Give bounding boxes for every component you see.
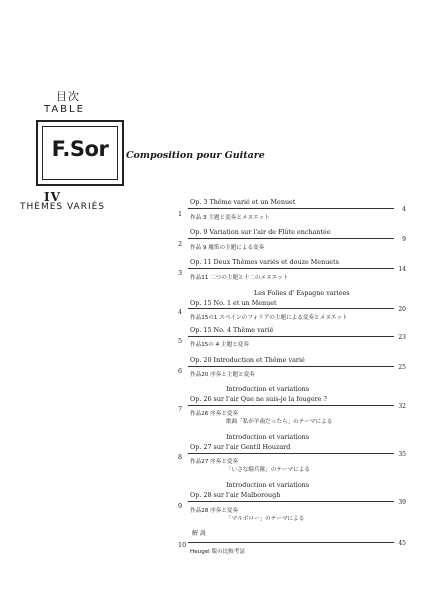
entry-title: Les Folies d' Espagne variées — [254, 289, 350, 297]
entry-title: Op. 27 sur l'air Gentil Houzard — [190, 443, 291, 451]
entry-title: Op. 20 Introduction et Thême varié — [190, 356, 305, 364]
entry-number: 1 — [178, 210, 183, 218]
entry-japanese: 作品20 序奏と主題と変奏 — [190, 372, 255, 378]
toc-entry — [178, 480, 406, 528]
entry-japanese: 作品11 二つの主題と十二のメヌエット — [190, 275, 289, 281]
entry-title: Op. 15 No. 1 et un Menuet — [190, 299, 277, 307]
entry-page: 9 — [402, 236, 406, 243]
entry-rule — [188, 542, 394, 543]
series-title: THÈMES VARIÉS — [20, 202, 106, 212]
entry-page: 25 — [398, 364, 406, 371]
toc-entry — [178, 256, 406, 286]
entry-page: 45 — [398, 540, 406, 547]
entry-page: 23 — [398, 334, 406, 341]
entry-japanese: 作品 3 主題と変奏とメヌエット — [190, 215, 270, 221]
subtitle: Composition pour Guitare — [126, 150, 265, 161]
entry-rule — [188, 366, 394, 367]
entry-rule — [188, 405, 394, 406]
entry-title: 解 説 — [192, 530, 206, 537]
entry-page: 20 — [398, 306, 406, 313]
toc-entry — [178, 354, 406, 382]
entry-number: 2 — [178, 240, 183, 248]
entry-title: Op. 11 Deux Thêmes variés et douze Menuets — [190, 258, 339, 266]
entry-title: Op. 3 Thême varié et un Menuet — [190, 198, 296, 206]
entry-title: Introduction et variations — [226, 385, 310, 393]
table-heading: TABLE — [44, 104, 85, 115]
entry-title: Op. 26 sur l'air Que ne suis-je la fougere ? — [190, 395, 327, 403]
toc-entry — [178, 226, 406, 254]
entry-rule — [188, 336, 394, 337]
entry-number: 4 — [178, 308, 183, 316]
entry-page: 35 — [398, 451, 406, 458]
entry-number: 3 — [178, 269, 183, 277]
entry-page: 14 — [398, 266, 406, 273]
composer-title: F.Sor — [51, 137, 109, 161]
entry-page: 39 — [398, 499, 406, 506]
entry-page: 4 — [402, 206, 406, 213]
entry-title: Op. 9 Variation sur l'air de Flûte enchantée — [190, 228, 331, 236]
entry-number: 8 — [178, 453, 183, 461]
entry-japanese: 作品26 序奏と変奏 — [190, 411, 239, 417]
entry-page: 32 — [398, 403, 406, 410]
toc-entry — [178, 432, 406, 476]
entry-japanese: 「いさな騎兵隊」のテーマによる — [226, 467, 310, 473]
toc-entry — [178, 324, 406, 352]
toc-entry — [178, 286, 406, 326]
toc-entry — [178, 528, 406, 558]
mokuji-heading: 目次 — [56, 90, 80, 103]
entry-rule — [188, 501, 394, 502]
entry-number: 10 — [178, 541, 187, 549]
volume-number: IV — [44, 190, 61, 204]
entry-japanese: 作品15の 4 主題と変奏 — [190, 342, 249, 348]
entry-japanese: Heugel 版の比較考証 — [190, 549, 246, 555]
entry-japanese: 作品28 序奏と変奏 — [190, 508, 239, 514]
entry-japanese: 「マルボロー」のテーマによる — [226, 516, 305, 522]
entry-rule — [188, 238, 394, 239]
entry-rule — [188, 308, 394, 309]
title-frame — [36, 120, 124, 186]
entry-title: Op. 28 sur l'air Malborough — [190, 491, 281, 499]
entry-rule — [188, 208, 394, 209]
toc-entry — [178, 384, 406, 430]
entry-title: Introduction et variations — [226, 481, 310, 489]
toc-entry — [178, 194, 406, 226]
entry-number: 7 — [178, 405, 183, 413]
entry-number: 6 — [178, 367, 183, 375]
entry-japanese: 歌曲「私が羊歯だったら」のテーマによる — [226, 419, 333, 425]
entry-rule — [188, 268, 394, 269]
entry-title: Introduction et variations — [226, 433, 310, 441]
entry-japanese: 作品15の1 スペインのフォリアの主題による変奏とメヌエット — [190, 315, 348, 321]
entry-japanese: 作品 9 魔笛の主題による変奏 — [190, 245, 265, 251]
entry-rule — [188, 453, 394, 454]
entry-title: Op. 15 No. 4 Thême varié — [190, 326, 274, 334]
entry-number: 5 — [178, 337, 183, 345]
entry-number: 9 — [178, 502, 183, 510]
entry-japanese: 作品27 序奏と変奏 — [190, 459, 239, 465]
